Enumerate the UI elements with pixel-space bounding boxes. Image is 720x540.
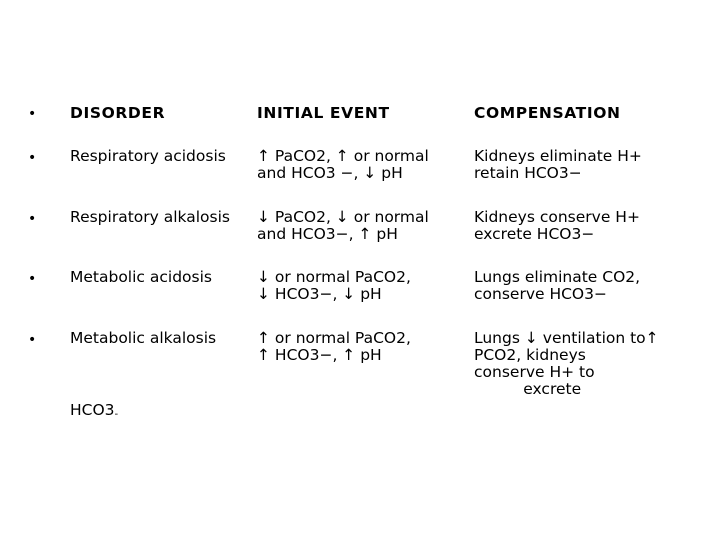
header-compensation: COMPENSATION [474,104,621,122]
bullet: • [28,211,37,227]
row-initial-event: ↑ PaCO2, ↑ or normal and HCO3 −, ↓ pH [257,147,429,182]
row-initial-event: ↑ or normal PaCO2, ↑ HCO3−, ↑ pH [257,329,411,364]
row-compensation: Kidneys conserve H+ excrete HCO3− [474,208,640,243]
row-compensation: Kidneys eliminate H+ retain HCO3− [474,147,642,182]
header-initial-event: INITIAL EVENT [257,104,390,122]
footnote [70,401,118,420]
row-compensation: Lungs ↓ ventilation to↑ PCO2, kidneys conserve H+ to excrete [474,329,659,398]
row-compensation: Lungs eliminate CO2, conserve HCO3− [474,268,641,303]
row-disorder: Respiratory alkalosis [70,208,230,226]
bullet: • [28,106,37,122]
row-disorder: Metabolic alkalosis [70,329,217,347]
row-disorder: Respiratory acidosis [70,147,226,165]
bullet: • [28,332,37,348]
row-initial-event: ↓ or normal PaCO2, ↓ HCO3−, ↓ pH [257,268,411,303]
bullet: • [28,271,37,287]
footnote-subscript: - [114,409,119,420]
row-disorder: Metabolic acidosis [70,268,212,286]
header-disorder: DISORDER [70,104,166,122]
bullet: • [28,150,37,166]
row-initial-event: ↓ PaCO2, ↓ or normal and HCO3−, ↑ pH [257,208,429,243]
footnote-text: HCO3 [70,401,115,419]
